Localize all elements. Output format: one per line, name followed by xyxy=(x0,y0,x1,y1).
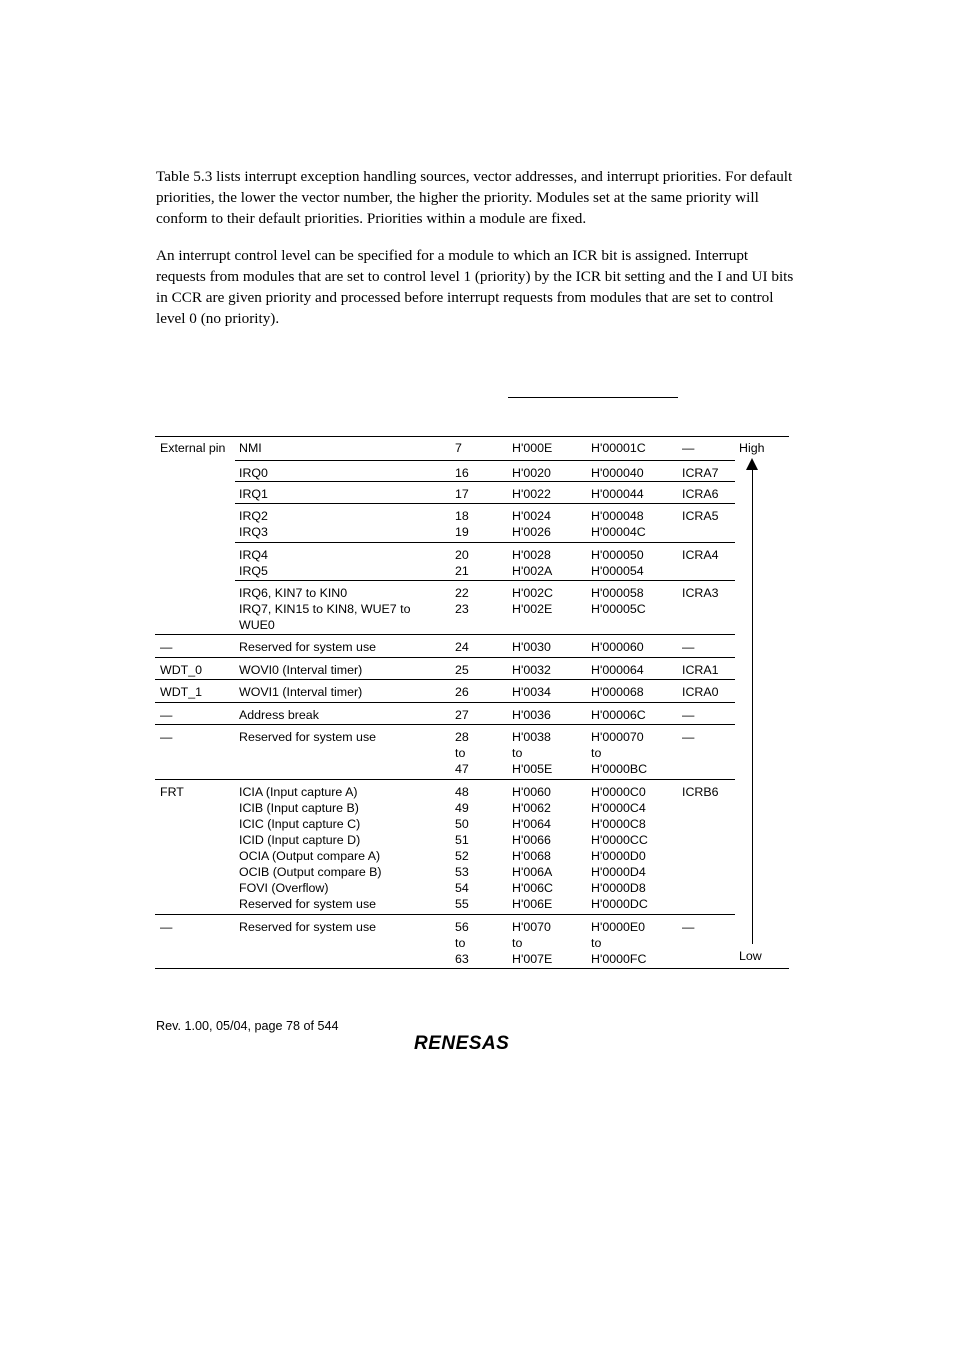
table-cell-icr: ICRA0 xyxy=(682,685,719,699)
table-cell-source: IRQ5 xyxy=(239,564,268,578)
table-row-divider xyxy=(235,503,735,504)
table-cell-vector: 26 xyxy=(455,685,469,699)
table-cell-vector-addr: H'005E xyxy=(512,762,553,776)
table-cell-icr: ICRA6 xyxy=(682,487,719,501)
page-footer: Rev. 1.00, 05/04, page 78 of 544 xyxy=(156,1019,339,1033)
table-cell-source: IRQ6, KIN7 to KIN0 xyxy=(239,586,348,600)
table-cell-vector-addr2: H'000064 xyxy=(591,663,644,677)
table-cell-icr: — xyxy=(682,708,695,722)
table-cell-vector-addr2: H'00006C xyxy=(591,708,646,722)
table-cell-vector-addr: H'000E xyxy=(512,441,553,455)
table-cell-vector-addr: H'0066 xyxy=(512,833,551,847)
table-cell-source: ICIB (Input capture B) xyxy=(239,801,359,815)
table-cell-source: Reserved for system use xyxy=(239,897,377,911)
table-cell-vector-addr: H'0036 xyxy=(512,708,551,722)
table-cell-vector-addr2: H'000070 xyxy=(591,730,644,744)
table-cell-source: Reserved for system use xyxy=(239,730,377,744)
table-cell-icr: — xyxy=(682,730,695,744)
renesas-logo: RENESAS xyxy=(414,1033,510,1054)
table-cell-vector-addr: H'0026 xyxy=(512,525,551,539)
table-row-divider xyxy=(235,460,735,461)
table-cell-vector: 51 xyxy=(455,833,469,847)
table-cell-icr: ICRA3 xyxy=(682,586,719,600)
table-cell-vector: 56 xyxy=(455,920,469,934)
table-cell-source: NMI xyxy=(239,441,262,455)
table-bottom-rule xyxy=(155,968,789,969)
table-cell-vector-addr: H'0022 xyxy=(512,487,551,501)
table-cell-vector-addr2: H'000060 xyxy=(591,640,644,654)
table-cell-icr: — xyxy=(682,640,695,654)
table-cell-source: Reserved for system use xyxy=(239,920,377,934)
table-cell-source: IRQ4 xyxy=(239,548,268,562)
table-cell-vector-addr: to xyxy=(512,746,523,760)
table-cell-vector-addr2: H'0000D0 xyxy=(591,849,646,863)
table-cell-vector-addr: H'0024 xyxy=(512,509,551,523)
table-cell-icr: — xyxy=(682,920,695,934)
table-cell-origin: — xyxy=(160,730,173,744)
table-cell-vector-addr2: H'000044 xyxy=(591,487,644,501)
table-cell-vector: 24 xyxy=(455,640,469,654)
table-cell-vector-addr: H'0062 xyxy=(512,801,551,815)
table-cell-source: IRQ3 xyxy=(239,525,268,539)
table-cell-vector-addr: H'0068 xyxy=(512,849,551,863)
table-cell-source: OCIA (Output compare A) xyxy=(239,849,381,863)
table-cell-vector-addr2: H'0000C8 xyxy=(591,817,646,831)
table-cell-source: IRQ1 xyxy=(239,487,268,501)
table-cell-vector-addr: H'007E xyxy=(512,952,553,966)
table-row-divider xyxy=(155,634,735,635)
table-cell-vector: 47 xyxy=(455,762,469,776)
table-cell-source: OCIB (Output compare B) xyxy=(239,865,382,879)
table-cell-source: FOVI (Overflow) xyxy=(239,881,329,895)
table-cell-vector: 18 xyxy=(455,509,469,523)
table-row-divider xyxy=(155,679,735,680)
table-cell-icr: ICRA7 xyxy=(682,466,719,480)
table-cell-icr: — xyxy=(682,441,695,455)
table-cell-vector-addr2: H'0000DC xyxy=(591,897,648,911)
table-cell-vector-addr: H'002E xyxy=(512,602,553,616)
table-cell-source: IRQ7, KIN15 to KIN8, WUE7 to xyxy=(239,602,411,616)
table-cell-source: ICIC (Input capture C) xyxy=(239,817,361,831)
table-cell-icr: ICRB6 xyxy=(682,785,719,799)
table-cell-vector-addr: H'0060 xyxy=(512,785,551,799)
table-cell-source: IRQ2 xyxy=(239,509,268,523)
priority-high-label: High xyxy=(739,441,765,455)
table-cell-vector: 20 xyxy=(455,548,469,562)
table-cell-vector-addr2: H'0000D4 xyxy=(591,865,646,879)
table-cell-vector-addr: H'0030 xyxy=(512,640,551,654)
table-cell-vector-addr: H'0032 xyxy=(512,663,551,677)
table-cell-vector: 21 xyxy=(455,564,469,578)
table-row-divider xyxy=(155,657,735,658)
table-cell-vector: 19 xyxy=(455,525,469,539)
priority-low-label: Low xyxy=(739,949,762,963)
table-row-divider xyxy=(155,914,735,915)
intro-paragraph-1: Table 5.3 lists interrupt exception handling sources, vector addresses, and interrupt priorities. For default priorities, the lower the vector number, the higher the priority. Modules set at the same priority will conform to their default priorities. Priorities within a module are fixed. xyxy=(156,168,793,227)
table-row-divider xyxy=(235,580,735,581)
table-cell-vector-addr: H'0020 xyxy=(512,466,551,480)
table-cell-vector: 7 xyxy=(455,441,462,455)
table-cell-vector: 23 xyxy=(455,602,469,616)
table-cell-vector: 17 xyxy=(455,487,469,501)
table-cell-source: WOVI0 (Interval timer) xyxy=(239,663,363,677)
table-cell-origin: External pin xyxy=(160,441,226,455)
table-cell-vector-addr2: H'0000CC xyxy=(591,833,648,847)
table-cell-vector: 52 xyxy=(455,849,469,863)
table-cell-vector-addr: H'006C xyxy=(512,881,553,895)
table-cell-vector-addr2: H'000058 xyxy=(591,586,644,600)
table-cell-vector: to xyxy=(455,746,466,760)
table-cell-vector-addr: H'0038 xyxy=(512,730,551,744)
table-cell-vector-addr: H'0028 xyxy=(512,548,551,562)
table-cell-vector: 53 xyxy=(455,865,469,879)
table-cell-vector-addr2: H'0000E0 xyxy=(591,920,646,934)
table-cell-vector: 55 xyxy=(455,897,469,911)
table-cell-vector-addr2: to xyxy=(591,936,602,950)
table-cell-vector-addr: to xyxy=(512,936,523,950)
table-cell-vector-addr2: H'000054 xyxy=(591,564,644,578)
table-cell-source: ICIA (Input capture A) xyxy=(239,785,358,799)
table-cell-vector-addr2: H'000048 xyxy=(591,509,644,523)
table-cell-vector-addr2: H'00005C xyxy=(591,602,646,616)
table-cell-vector-addr2: H'0000C4 xyxy=(591,801,646,815)
table-cell-icr: ICRA4 xyxy=(682,548,719,562)
table-caption-underline xyxy=(508,397,678,398)
table-cell-origin: WDT_0 xyxy=(160,663,202,677)
table-cell-origin: — xyxy=(160,920,173,934)
table-cell-vector-addr2: H'00004C xyxy=(591,525,646,539)
table-row-divider xyxy=(155,702,735,703)
table-row-divider xyxy=(155,724,735,725)
table-row-divider xyxy=(155,779,735,780)
table-cell-vector-addr: H'002A xyxy=(512,564,553,578)
table-cell-vector: 28 xyxy=(455,730,469,744)
table-cell-vector: 25 xyxy=(455,663,469,677)
table-cell-origin: WDT_1 xyxy=(160,685,202,699)
table-cell-source: WUE0 xyxy=(239,618,275,632)
table-cell-source: Reserved for system use xyxy=(239,640,377,654)
intro-paragraph-2: An interrupt control level can be specified for a module to which an ICR bit is assigned. Interrupt requests from modules that are set to control level 1 (priority) by the ICR bit setting and the I and UI bits in CCR are given priority and processed before interrupt requests from modules that are set to control level 0 (no priority). xyxy=(156,247,794,327)
table-cell-source: WOVI1 (Interval timer) xyxy=(239,685,363,699)
table-cell-source: ICID (Input capture D) xyxy=(239,833,361,847)
table-cell-vector: 48 xyxy=(455,785,469,799)
table-cell-vector-addr2: H'00001C xyxy=(591,441,646,455)
table-row-divider xyxy=(235,542,735,543)
table-cell-vector: 54 xyxy=(455,881,469,895)
table-cell-vector-addr2: H'000068 xyxy=(591,685,644,699)
table-cell-vector-addr: H'0064 xyxy=(512,817,551,831)
table-cell-vector: 63 xyxy=(455,952,469,966)
table-cell-vector-addr: H'002C xyxy=(512,586,553,600)
table-cell-vector: 16 xyxy=(455,466,469,480)
table-cell-vector-addr2: to xyxy=(591,746,602,760)
table-cell-origin: — xyxy=(160,640,173,654)
table-cell-vector: to xyxy=(455,936,466,950)
table-cell-icr: ICRA1 xyxy=(682,663,719,677)
table-cell-vector-addr2: H'0000BC xyxy=(591,762,648,776)
table-cell-vector: 50 xyxy=(455,817,469,831)
table-top-rule xyxy=(155,436,789,437)
table-cell-vector: 27 xyxy=(455,708,469,722)
table-cell-vector-addr2: H'0000FC xyxy=(591,952,647,966)
table-cell-vector-addr2: H'000040 xyxy=(591,466,644,480)
table-cell-origin: FRT xyxy=(160,785,184,799)
table-cell-vector-addr: H'006A xyxy=(512,865,553,879)
table-cell-vector-addr2: H'0000C0 xyxy=(591,785,646,799)
table-cell-vector-addr: H'006E xyxy=(512,897,553,911)
table-cell-source: Address break xyxy=(239,708,319,722)
table-cell-icr: ICRA5 xyxy=(682,509,719,523)
priority-arrow-shaft xyxy=(752,468,753,944)
table-cell-vector-addr: H'0070 xyxy=(512,920,551,934)
table-cell-vector: 49 xyxy=(455,801,469,815)
table-cell-vector-addr2: H'0000D8 xyxy=(591,881,646,895)
table-cell-vector-addr: H'0034 xyxy=(512,685,551,699)
table-cell-vector: 22 xyxy=(455,586,469,600)
table-cell-source: IRQ0 xyxy=(239,466,268,480)
table-cell-origin: — xyxy=(160,708,173,722)
table-cell-vector-addr2: H'000050 xyxy=(591,548,644,562)
table-row-divider xyxy=(235,481,735,482)
